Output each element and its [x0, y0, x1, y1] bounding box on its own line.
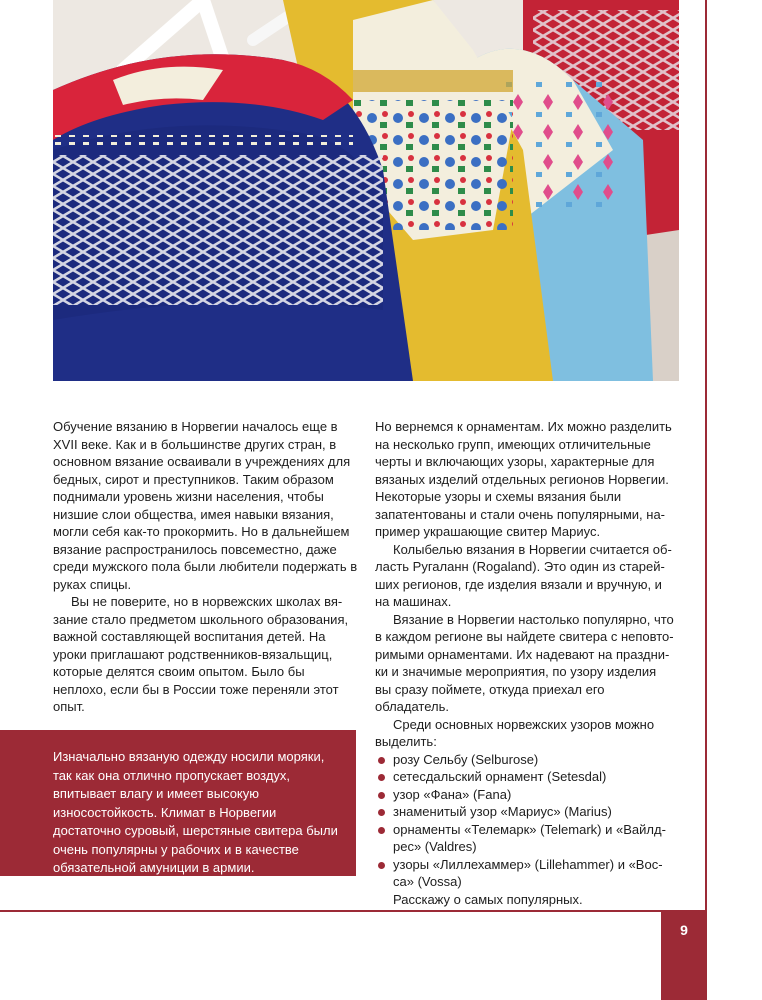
bullet-icon [378, 757, 385, 764]
right-paragraph-1: Но вернемся к орнаментам. Их можно разделить на несколько групп, имеющих отличительные черты и включающих узоры, характерные для вязаных изделий отдельных регионов Норвегии. Некоторые узоры и схемы вязания были запатентованы и стали очень популярными, например украшающие свитер Мариус. [375, 419, 672, 539]
frame-line-horizontal [0, 910, 707, 912]
left-paragraph-1: Обучение вязанию в Норвегии началось еще в XVII веке. Как и в большинстве других стран, в основном вязание осваивали в учреждениях для бедных, сирот и преступников. Таким образом поднимали уровень жизни населения, чтобы низшие слои общества, имея навыки вязания, могли себя как-то прокормить. Но в дальнейшем вязание распространилось повсеместно, даже среди мужского пола были любители подержать в руках спицы. [53, 419, 358, 592]
right-text-column [375, 418, 675, 908]
sweaters-photo [53, 0, 679, 381]
bullet-icon [378, 792, 385, 799]
page-number: 9 [661, 912, 707, 1000]
list-item: узоры «Лиллехаммер» (Lillehammer) и «Восса» (Vossa) [375, 856, 675, 891]
patterns-list [375, 751, 675, 891]
list-item: орнаменты «Телемарк» (Telemark) и «Вайлдрес» (Valdres) [375, 821, 675, 856]
right-paragraph-3: Вязание в Норвегии настолько популярно, что в каждом регионе вы найдете свитера с неповторимыми орнаментами. Их надевают на праздники и значимые мероприятия, по узору изделия вы сразу поймете, откуда приехал его обладатель. [375, 611, 674, 714]
list-item: сетесдальский орнамент (Setesdal) [375, 768, 675, 786]
list-item: узор «Фана» (Fana) [375, 786, 675, 804]
bullet-icon [378, 809, 385, 816]
right-paragraph-4: Среди основных норвежских узоров можно выделить: [375, 716, 655, 749]
bullet-icon [378, 827, 385, 834]
left-paragraph-2: Вы не поверите, но в норвежских школах вязание стало предметом школьного образования, важной составляющей воспитания детей. На уроки приглашают родственников-вязальщиц, которые делятся своим опытом. Было бы неплохо, если бы в России тоже переняли этот опыт. [53, 594, 349, 714]
callout-box [0, 730, 356, 876]
bullet-icon [378, 862, 385, 869]
right-paragraph-2: Колыбелью вязания в Норвегии считается область Ругаланн (Rogaland). Это один из старейших регионов, где изделия вязали и вручную, и на машинах. [375, 541, 672, 609]
frame-line-vertical [705, 0, 707, 912]
right-paragraph-5: Расскажу о самых популярных. [393, 891, 583, 907]
list-item: знаменитый узор «Мариус» (Marius) [375, 803, 675, 821]
bullet-icon [378, 774, 385, 781]
list-item: розу Сельбу (Selburose) [375, 751, 675, 769]
left-text-column [53, 418, 358, 716]
callout-text: Изначально вязаную одежду носили моряки, так как она отлично пропускает воздух, впитывает влагу и имеет высокую износостойкость. Климат в Норвегии достаточно суровый, шерстяные свитера были очень популярны у рабочих и в качестве обязательной амуниции в армии. [53, 749, 338, 875]
